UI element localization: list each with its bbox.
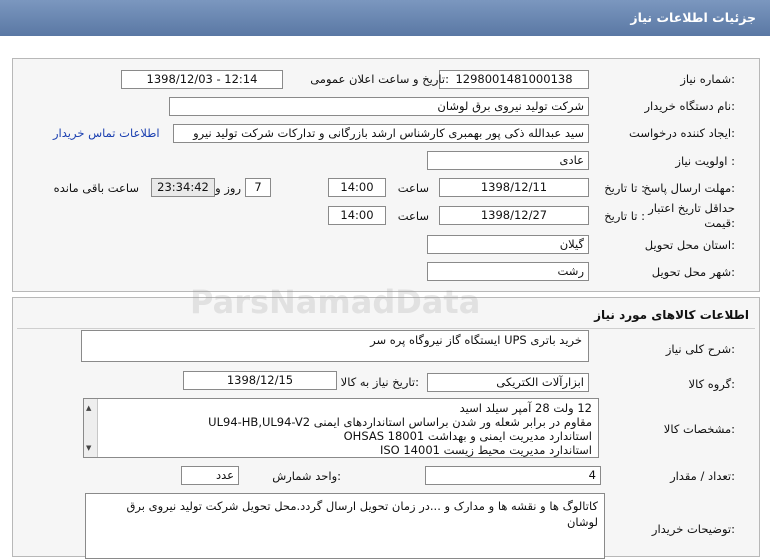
count-label: تعداد / مقدار: (670, 469, 735, 483)
validity-date-field: 1398/12/27 (439, 206, 589, 225)
creator-field: سید عبدالله ذکی پور بهمبری کارشناس ارشد بازرگانی و تدارکات شرکت تولید نیرو (173, 124, 589, 143)
deadline-date-field: 1398/12/11 (439, 178, 589, 197)
validity-label-2: قیمت: (704, 216, 735, 230)
page-header (0, 0, 770, 36)
need-info-panel (12, 58, 760, 292)
buyer-field: شرکت تولید نیروی برق لوشان (169, 97, 589, 116)
watermark: ParsNamadData (190, 283, 481, 321)
city-field: رشت (427, 262, 589, 281)
validity-time-field: 14:00 (328, 206, 386, 225)
remaining-time-label: ساعت باقی مانده (53, 181, 139, 195)
province-field: گیلان (427, 235, 589, 254)
unit-label: واحد شمارش: (272, 469, 341, 483)
spec-line: 12 ولت 28 آمپر سیلد اسید (459, 401, 592, 415)
deadline-label: مهلت ارسال پاسخ: (643, 181, 735, 195)
remaining-time-field: 23:34:42 (151, 178, 215, 197)
scroll-up-icon[interactable]: ▲ (86, 404, 92, 412)
spec-line: مقاوم در برابر شعله ور شدن براساس استانداردهای ایمنی UL94-HB,UL94-V2 (208, 415, 592, 429)
goods-group-field: ابزارآلات الکتریکی (427, 373, 589, 392)
province-label: استان محل تحویل: (644, 238, 735, 252)
spec-line: استاندارد مدیریت محیط زیست ISO 14001 (379, 443, 592, 457)
section-divider (17, 328, 755, 329)
goods-group-label: گروه کالا: (688, 377, 735, 391)
deadline-to-date-label: تا تاریخ : (604, 181, 645, 195)
scroll-down-icon[interactable]: ▼ (86, 444, 92, 452)
announce-date-field: 1398/12/03 - 12:14 (121, 70, 283, 89)
deadline-time-label: ساعت (397, 181, 429, 195)
priority-field: عادی (427, 151, 589, 170)
validity-label: حداقل تاریخ اعتبار (648, 201, 735, 215)
goods-section-title: اطلاعات کالاهای مورد نیاز (594, 308, 749, 322)
spec-scrollbar[interactable] (84, 399, 98, 457)
city-label: شهر محل تحویل: (651, 265, 735, 279)
days-label: روز و (215, 181, 241, 195)
need-number-label: شماره نیاز: (680, 72, 735, 86)
unit-field: عدد (181, 466, 239, 485)
buyer-contact-link[interactable]: اطلاعات تماس خریدار (53, 126, 160, 140)
validity-to-date-label: تا تاریخ : (604, 209, 645, 223)
validity-time-label: ساعت (397, 209, 429, 223)
need-date-label: تاریخ نیاز به کالا: (340, 375, 419, 389)
buyer-label: نام دستگاه خریدار: (644, 99, 735, 113)
spec-field (83, 398, 599, 458)
spec-line: استاندارد مدیریت ایمنی و بهداشت OHSAS 18001 (343, 429, 592, 443)
page-title: جزئیات اطلاعات نیاز (630, 10, 756, 25)
buyer-notes-label: توضیحات خریدار: (651, 522, 735, 536)
buyer-notes-field: کاتالوگ ها و نقشه ها و مدارک و ...در زمان تحویل ارسال گردد.محل تحویل شرکت تولید نیروی برق لوشان (85, 493, 605, 559)
goods-panel (12, 297, 760, 557)
summary-field: خرید باتری UPS ایستگاه گاز نیروگاه پره سر (81, 330, 589, 362)
days-remaining-field: 7 (245, 178, 271, 197)
spec-label: مشخصات کالا: (663, 422, 735, 436)
count-field: 4 (425, 466, 601, 485)
need-date-field: 1398/12/15 (183, 371, 337, 390)
deadline-time-field: 14:00 (328, 178, 386, 197)
creator-label: ایجاد کننده درخواست: (629, 126, 735, 140)
priority-label: اولویت نیاز : (675, 154, 735, 168)
summary-label: شرح کلی نیاز: (665, 342, 735, 356)
announce-label: تاریخ و ساعت اعلان عمومی: (310, 72, 449, 86)
need-number-field: 1298001481000138 (439, 70, 589, 89)
